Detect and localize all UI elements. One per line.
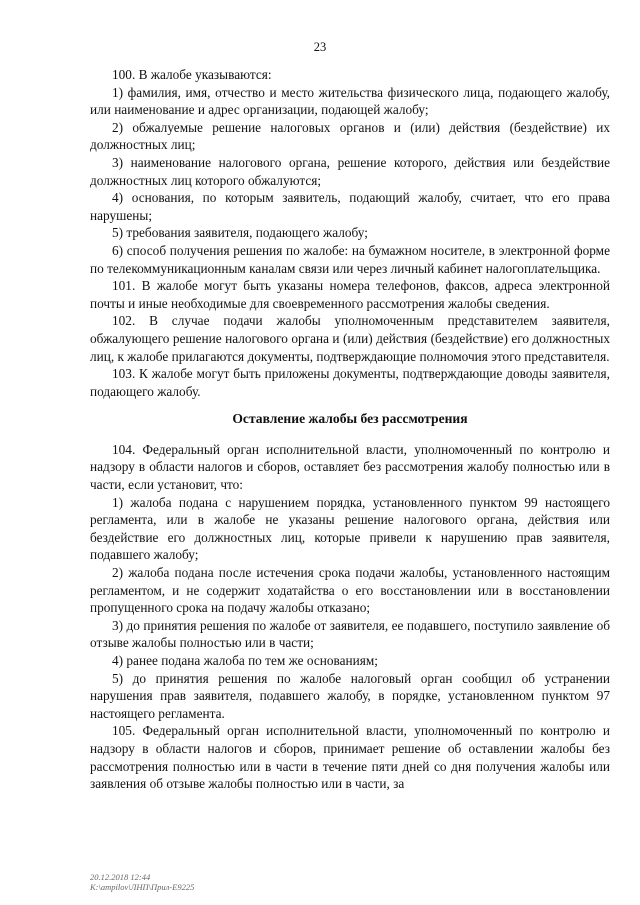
footer-stamp (90, 872, 194, 892)
footer-timestamp: 20.12.2018 12:44 (90, 872, 151, 882)
paragraph: 103. К жалобе могут быть приложены документы, подтверждающие доводы заявителя, подающего жалобу. (90, 366, 610, 399)
paragraph: 6) способ получения решения по жалобе: на бумажном носителе, в электронной форме по телекоммуникационным каналам связи или через личный кабинет налогоплательщика. (90, 242, 610, 276)
section-heading: Оставление жалобы без рассмотрения (232, 411, 468, 427)
paragraph: 1) фамилия, имя, отчество и место жительства физического лица, подающего жалобу, или наименование и адрес организации, подающей жалобу; (90, 84, 610, 118)
paragraph: 101. В жалобе могут быть указаны номера телефонов, факсов, адреса электронной почты и иные необходимые для своевременного рассмотрения жалобы сведения. (90, 278, 610, 311)
paragraph: 4) ранее подана жалоба по тем же основаниям; (112, 653, 378, 668)
paragraph: 1) жалоба подана с нарушением порядка, установленного пунктом 99 настоящего регламента, или в жалобе не указаны решение налогового органа, действия или бездействие его должностных лиц, которые привели к нарушению прав заявителя, подавшего жалобу; (90, 494, 610, 563)
footer-file-path: K:\ampilov\ЛНП\Прил-Е9225 (90, 882, 195, 892)
paragraph: 5) до принятия решения по жалобе налоговый орган сообщил об устранении нарушения прав заявителя, подавшего жалобу, в порядке, установленном пунктом 97 настоящего регламента. (90, 670, 610, 721)
paragraph: 100. В жалобе указываются: (112, 67, 272, 82)
paragraph: 102. В случае подачи жалобы уполномоченным представителем заявителя, обжалующего решение налогового органа и (или) действия (бездействие) его должностных лиц, к жалобе прилагаются документы, подтверждающие полномочия этого представителя. (90, 313, 610, 364)
page-number: 23 (313, 40, 327, 54)
paragraph: 105. Федеральный орган исполнительной власти, уполномоченный по контролю и надзору в области налогов и сборов, принимает решение об оставлении жалобы без рассмотрения полностью или в части в течение пяти дней со дня получения жалобы или заявления об отзыве жалобы полностью или в части, за (90, 723, 610, 792)
paragraph: 4) основания, по которым заявитель, подающий жалобу, считает, что его права нарушены; (90, 190, 610, 223)
paragraph: 3) до принятия решения по жалобе от заявителя, ее подавшего, поступило заявление об отзыве жалобы полностью или в части; (90, 617, 610, 651)
paragraph: 5) требования заявителя, подающего жалобу; (112, 225, 368, 241)
paragraph: 2) обжалуемые решение налоговых органов и (или) действия (бездействие) их должностных лиц; (90, 119, 610, 153)
document-body (90, 66, 610, 793)
paragraph: 104. Федеральный орган исполнительной власти, уполномоченный по контролю и надзору в области налогов и сборов, оставляет без рассмотрения жалобу полностью или в части, если установит, что: (90, 441, 610, 493)
paragraph: 2) жалоба подана после истечения срока подачи жалобы, установленного настоящим регламентом, и не содержит ходатайства о его восстановлении или в восстановлении пропущенного срока на подачу жалобы отказано; (90, 565, 610, 616)
paragraph: 3) наименование налогового органа, решение которого, действия или бездействие должностных лиц которого обжалуются; (90, 154, 610, 188)
